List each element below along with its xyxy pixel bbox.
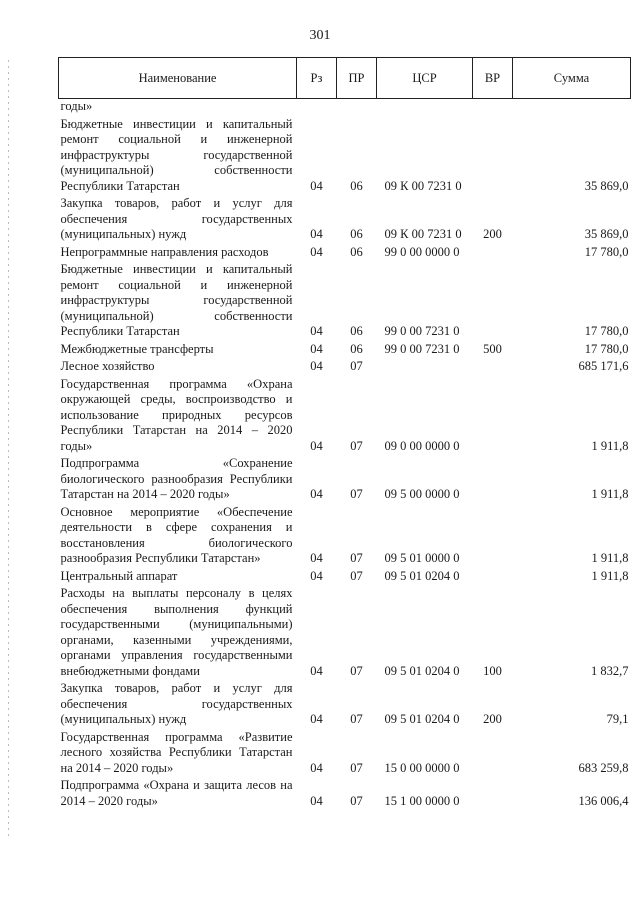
- row-csr: 15 1 00 0000 0: [384, 793, 460, 808]
- row-csr: 09 0 00 0000 0: [384, 438, 460, 453]
- row-pr: 07: [350, 487, 363, 501]
- row-csr: 09 5 01 0204 0: [384, 712, 460, 726]
- row-name: годы»: [60, 99, 93, 113]
- row-sum: 79,1: [606, 712, 629, 726]
- row-sum: 17 780,0: [584, 244, 629, 259]
- row-csr: 09 5 01 0000 0: [384, 551, 460, 565]
- row-csr: 99 0 00 7231 0: [384, 324, 460, 338]
- row-csr: 09 5 01 0204 0: [384, 568, 460, 583]
- row-rz: 04: [310, 568, 323, 583]
- row-pr: 07: [350, 568, 363, 583]
- table-row: [59, 454, 631, 503]
- row-pr: 06: [350, 244, 363, 259]
- table-row: [59, 115, 631, 195]
- row-pr: 07: [350, 663, 363, 678]
- row-name: Государственная программа «Охрана окружающей среды, воспроизводство и использование природных ресурсов Республики Татарстан на 2014 – 2020 годы»: [60, 376, 293, 453]
- table-row: [59, 243, 631, 261]
- row-rz: 04: [310, 341, 323, 356]
- row-pr: 06: [350, 178, 363, 193]
- row-rz: 04: [310, 663, 323, 678]
- row-pr: 07: [350, 760, 363, 775]
- row-vr: [473, 454, 513, 503]
- row-name: Непрограммные направления расходов: [60, 244, 269, 259]
- row-csr: 99 0 00 0000 0: [384, 244, 460, 259]
- row-sum: 685 171,6: [578, 359, 629, 373]
- row-name: Межбюджетные трансферты: [60, 341, 214, 356]
- budget-table: [58, 57, 631, 809]
- page-number: 301: [309, 28, 331, 43]
- row-pr: 07: [350, 359, 363, 373]
- row-rz: 04: [310, 324, 323, 338]
- row-rz: 04: [310, 359, 323, 373]
- table-body: [59, 99, 631, 810]
- row-pr: 07: [350, 793, 363, 808]
- row-vr: 200: [483, 227, 502, 241]
- header-pr: ПР: [337, 58, 377, 99]
- row-csr: 09 5 01 0204 0: [384, 663, 460, 678]
- row-sum: 1 911,8: [591, 487, 629, 501]
- binding-margin: [8, 60, 9, 840]
- row-name: Подпрограмма «Охрана и защита лесов на 2014 – 2020 годы»: [60, 778, 293, 808]
- row-csr: 09 К 00 7231 0: [384, 227, 462, 241]
- table-row: [59, 584, 631, 679]
- row-rz: 04: [310, 760, 323, 775]
- row-vr: [473, 243, 513, 261]
- row-rz: 04: [310, 178, 323, 193]
- table-row: [59, 260, 631, 340]
- row-rz: 04: [310, 712, 323, 726]
- row-rz: [297, 99, 337, 115]
- row-pr: 06: [350, 227, 363, 241]
- header-csr: ЦСР: [377, 58, 473, 99]
- row-csr: [377, 99, 473, 115]
- row-rz: 04: [310, 487, 323, 501]
- row-csr: 15 0 00 0000 0: [384, 760, 460, 775]
- row-pr: 07: [350, 712, 363, 726]
- row-rz: 04: [310, 793, 323, 808]
- row-name: Лесное хозяйство: [60, 359, 155, 373]
- row-pr: [337, 99, 377, 115]
- row-sum: 35 869,0: [584, 227, 629, 241]
- row-pr: 07: [350, 551, 363, 565]
- row-pr: 07: [350, 438, 363, 453]
- row-name: Бюджетные инвестиции и капитальный ремонт социальной и инженерной инфраструктуры государственной (муниципальной) собственности Республики Татарстан: [60, 262, 293, 338]
- row-rz: 04: [310, 551, 323, 565]
- row-vr: 100: [483, 663, 502, 678]
- row-vr: [473, 99, 513, 115]
- table-row: [59, 728, 631, 777]
- row-sum: 136 006,4: [578, 793, 629, 808]
- row-csr: 99 0 00 7231 0: [384, 341, 460, 356]
- table-row: [59, 567, 631, 585]
- row-vr: [473, 357, 513, 375]
- row-sum: 1 832,7: [591, 663, 629, 678]
- row-sum: 1 911,8: [591, 568, 629, 583]
- row-pr: 06: [350, 324, 363, 338]
- row-csr: [377, 357, 473, 375]
- row-name: Бюджетные инвестиции и капитальный ремонт социальной и инженерной инфраструктуры государственной (муниципальной) собственности Республики Татарстан: [60, 116, 293, 193]
- row-name: Закупка товаров, работ и услуг для обеспечения государственных (муниципальных) нужд: [60, 681, 293, 726]
- table-row: [59, 776, 631, 809]
- table-row: [59, 99, 631, 115]
- row-rz: 04: [310, 244, 323, 259]
- row-pr: 06: [350, 341, 363, 356]
- row-sum: [513, 99, 631, 115]
- header-vr: ВР: [473, 58, 513, 99]
- row-vr: [473, 567, 513, 585]
- header-name: Наименование: [59, 58, 297, 99]
- row-name: Подпрограмма «Сохранение биологического разнообразия Республики Татарстан на 2014 – 2020 годы»: [60, 456, 293, 501]
- row-name: Основное мероприятие «Обеспечение деятельности в сфере сохранения и восстановления биологического разнообразия Республики Татарстан»: [60, 504, 293, 565]
- row-sum: 17 780,0: [584, 341, 629, 356]
- row-sum: 35 869,0: [584, 178, 629, 193]
- row-vr: [473, 728, 513, 777]
- row-name: Государственная программа «Развитие лесного хозяйства Республики Татарстан на 2014 – 2020 годы»: [60, 729, 293, 775]
- row-vr: 200: [483, 712, 502, 726]
- row-name: Закупка товаров, работ и услуг для обеспечения государственных (муниципальных) нужд: [60, 196, 293, 241]
- row-name: Расходы на выплаты персоналу в целях обеспечения выполнения функций государственными (муниципальными) органами, казенными учреждениями, органами управления государственными внебюджетными фондами: [60, 586, 293, 678]
- row-rz: 04: [310, 227, 323, 241]
- row-rz: 04: [310, 438, 323, 453]
- row-sum: 17 780,0: [584, 324, 629, 338]
- row-vr: [473, 776, 513, 809]
- row-vr: [473, 375, 513, 455]
- table-row: [59, 375, 631, 455]
- row-name: Центральный аппарат: [60, 568, 178, 583]
- row-sum: 683 259,8: [578, 760, 629, 775]
- table-row: [59, 340, 631, 358]
- row-vr: [473, 260, 513, 340]
- row-sum: 1 911,8: [591, 551, 629, 565]
- table-row: [59, 357, 631, 375]
- header-sum: Сумма: [513, 58, 631, 99]
- header-rz: Рз: [297, 58, 337, 99]
- row-sum: 1 911,8: [591, 438, 629, 453]
- table-row: [59, 503, 631, 567]
- table-row: [59, 679, 631, 728]
- row-vr: [473, 115, 513, 195]
- table-row: [59, 194, 631, 243]
- row-csr: 09 К 00 7231 0: [384, 178, 462, 193]
- row-csr: 09 5 00 0000 0: [384, 487, 460, 501]
- row-vr: 500: [483, 341, 502, 356]
- row-vr: [473, 503, 513, 567]
- table-header: [59, 58, 631, 99]
